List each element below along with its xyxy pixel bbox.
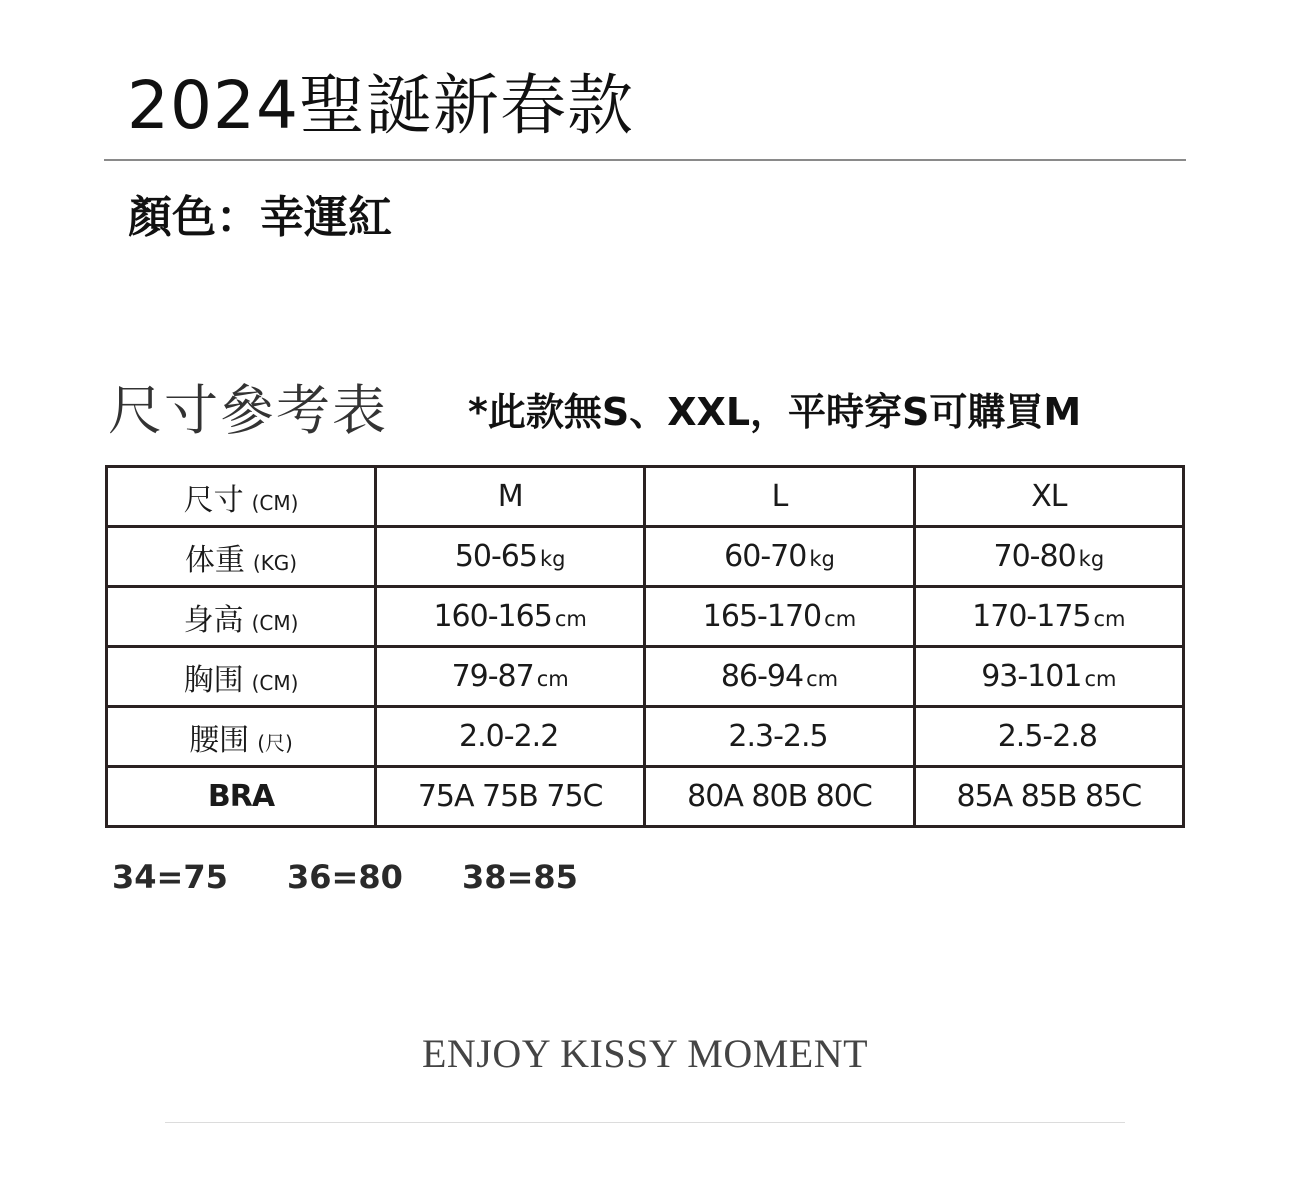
cell-value: 165-170	[702, 599, 822, 634]
table-row-weight	[107, 527, 1184, 587]
table-cell	[376, 707, 645, 767]
footer-divider	[165, 1122, 1125, 1123]
cell-value: 160-165	[433, 599, 552, 634]
row-unit: (KG)	[252, 550, 298, 575]
page-title: 2024聖誕新春款	[127, 67, 634, 144]
header-cell-l: L	[645, 467, 914, 527]
cell-unit: cm	[536, 667, 569, 691]
cell-value: 170-175	[972, 599, 1091, 634]
row-head-bra: BRA	[107, 767, 376, 827]
row-unit: (CM)	[251, 670, 299, 695]
title-divider	[104, 159, 1186, 161]
table-header-row	[107, 467, 1184, 527]
cell-value: 50-65	[454, 539, 537, 574]
table-cell: 80A 80B 80C	[645, 767, 914, 827]
table-cell: 85A 85B 85C	[914, 767, 1183, 827]
table-row-bra	[107, 767, 1184, 827]
header-cell-size	[107, 467, 376, 527]
header-cell-xl: XL	[914, 467, 1183, 527]
table-cell	[645, 527, 914, 587]
header-cell-m: M	[376, 467, 645, 527]
row-label: 体重	[184, 542, 245, 578]
size-chart-heading: 尺寸參考表	[108, 379, 388, 442]
row-head-bust	[107, 647, 376, 707]
table-cell	[914, 527, 1183, 587]
row-label: 尺寸	[183, 482, 244, 518]
cell-unit: cm	[806, 667, 839, 691]
cell-value: 79-87	[451, 659, 534, 694]
row-head-waist	[107, 707, 376, 767]
cell-value: 2.0-2.2	[459, 719, 559, 754]
size-table	[105, 465, 1185, 828]
table-cell	[645, 707, 914, 767]
cell-unit: cm	[824, 607, 857, 631]
cell-unit: kg	[1078, 547, 1105, 571]
cell-value: 70-80	[993, 539, 1076, 574]
row-unit: (CM)	[251, 610, 299, 635]
table-cell: 75A 75B 75C	[376, 767, 645, 827]
table-row-waist	[107, 707, 1184, 767]
color-label: 顏色：幸運紅	[128, 192, 392, 243]
table-cell	[645, 647, 914, 707]
table-cell	[645, 587, 914, 647]
cell-value: 2.3-2.5	[728, 719, 828, 754]
row-head-height	[107, 587, 376, 647]
cell-unit: cm	[1093, 607, 1126, 631]
band-conversion-list	[112, 855, 626, 899]
table-cell	[376, 647, 645, 707]
cell-value: 93-101	[981, 659, 1082, 694]
table-cell	[376, 587, 645, 647]
cell-value: 60-70	[724, 539, 807, 574]
row-unit: (CM)	[251, 490, 299, 515]
table-row-bust	[107, 647, 1184, 707]
row-label: 腰围	[189, 722, 250, 758]
table-cell	[376, 527, 645, 587]
table-cell	[914, 587, 1183, 647]
table-cell	[914, 707, 1183, 767]
cell-unit: cm	[554, 607, 587, 631]
row-label: 胸围	[183, 662, 244, 698]
conversion-item: 36=80	[287, 858, 403, 896]
row-label: 身高	[183, 602, 244, 638]
cell-unit: kg	[809, 547, 835, 571]
table-row-height	[107, 587, 1184, 647]
cell-unit: cm	[1084, 667, 1117, 691]
conversion-item: 38=85	[462, 858, 578, 896]
cell-value: 86-94	[720, 659, 804, 694]
brand-slogan: ENJOY KISSY MOMENT	[421, 1031, 869, 1076]
cell-unit: kg	[540, 547, 566, 571]
size-note: *此款無S、XXL，平時穿S可購買M	[468, 390, 1082, 434]
cell-value: 2.5-2.8	[997, 719, 1097, 754]
row-unit: (尺)	[257, 730, 293, 755]
row-head-weight	[107, 527, 376, 587]
table-cell	[914, 647, 1183, 707]
conversion-item: 34=75	[112, 858, 228, 896]
